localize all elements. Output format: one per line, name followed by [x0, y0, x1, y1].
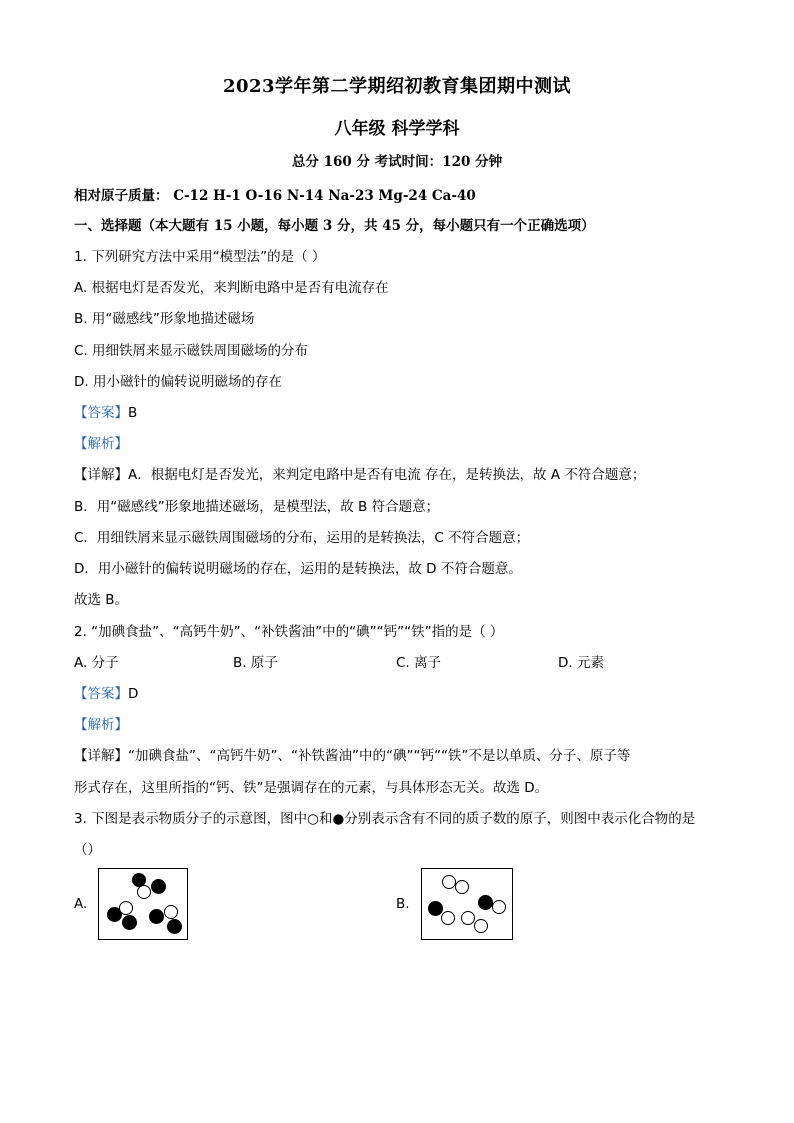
q2-option-a: A. 分子 [74, 655, 119, 671]
light-atom [461, 911, 475, 925]
q2-option-b: B. 原子 [233, 655, 278, 671]
q2-detail-line-1 [74, 744, 630, 764]
detail-tag: 【详解】 [74, 748, 128, 764]
q1-stem: 1. 下列研究方法中采用“模型法”的是（ ） [74, 249, 326, 265]
q2-option-d: D. 元素 [558, 655, 604, 671]
section-heading: 一、选择题（本大题有 15 小题，每小题 3 分，共 45 分，每小题只有一个正确选项） [74, 218, 595, 234]
q3-stem: 3. 下图是表示物质分子的示意图，图中○和●分别表示含有不同的质子数的原子，则图中表示化合物的是 [74, 811, 696, 827]
q1-conclusion: 故选 B。 [74, 592, 129, 608]
light-atom [164, 905, 178, 919]
dark-atom [167, 919, 182, 934]
q3-figure-b [421, 868, 513, 940]
light-atom [441, 911, 455, 925]
q2-answer [74, 682, 138, 702]
q3-figure-a [98, 868, 188, 940]
dark-atom [149, 909, 164, 924]
q2-detail-text-1: “加碘食盐”、“高钙牛奶”、“补铁酱油”中的“碘”“钙”“铁”不是以单质、分子、原子等 [128, 748, 631, 764]
q1-option-a: A. 根据电灯是否发光，来判断电路中是否有电流存在 [74, 280, 389, 296]
answer-tag: 【答案】 [74, 405, 128, 421]
exam-title: 2023学年第二学期绍初教育集团期中测试 [222, 76, 572, 97]
light-atom [455, 880, 469, 894]
q1-detail-line-1 [74, 463, 645, 483]
q2-stem: 2. “加碘食盐”、“高钙牛奶”、“补铁酱油”中的“碘”“钙”“铁”指的是（ ） [74, 624, 504, 640]
light-atom [119, 901, 133, 915]
q1-detail-line-2: B．用“磁感线”形象地描述磁场，是模型法，故 B 符合题意； [74, 499, 440, 515]
detail-tag: 【详解】 [74, 467, 128, 483]
light-atom [474, 919, 488, 933]
exam-subtitle: 八年级 科学学科 [334, 119, 460, 139]
dark-atom [478, 895, 493, 910]
atomic-masses: 相对原子质量： C-12 H-1 O-16 N-14 Na-23 Mg-24 Ca-40 [74, 188, 476, 204]
q2-analysis-tag: 【解析】 [74, 717, 128, 733]
q1-analysis-tag: 【解析】 [74, 436, 128, 452]
dark-atom [151, 879, 166, 894]
dark-atom [122, 915, 137, 930]
q2-option-c: C. 离子 [396, 655, 442, 671]
score-time-info: 总分 160 分 考试时间：120 分钟 [291, 154, 503, 170]
q1-option-b: B. 用“磁感线”形象地描述磁场 [74, 311, 255, 327]
q1-answer [74, 401, 137, 421]
q1-option-d: D. 用小磁针的偏转说明磁场的存在 [74, 374, 282, 390]
q1-detail-line-4: D．用小磁针的偏转说明磁场的存在，运用的是转换法，故 D 不符合题意。 [74, 561, 522, 577]
q1-detail-text-1: A．根据电灯是否发光，来判定电路中是否有电流 存在，是转换法，故 A 不符合题意； [128, 467, 646, 483]
q2-answer-value: D [128, 686, 139, 702]
q1-answer-value: B [128, 405, 138, 421]
q1-option-c: C. 用细铁屑来显示磁铁周围磁场的分布 [74, 343, 309, 359]
light-atom [137, 885, 151, 899]
light-atom [492, 900, 506, 914]
dark-atom [428, 901, 443, 916]
q3-option-a-label: A. [74, 896, 88, 912]
q3-stem-cont: （） [74, 842, 101, 858]
light-atom [442, 875, 456, 889]
q1-detail-line-3: C．用细铁屑来显示磁铁周围磁场的分布，运用的是转换法，C 不符合题意； [74, 530, 530, 546]
q3-option-b-label: B. [396, 896, 410, 912]
q2-detail-line-2: 形式存在，这里所指的“钙、铁”是强调存在的元素，与具体形态无关。故选 D。 [74, 780, 549, 796]
answer-tag: 【答案】 [74, 686, 128, 702]
